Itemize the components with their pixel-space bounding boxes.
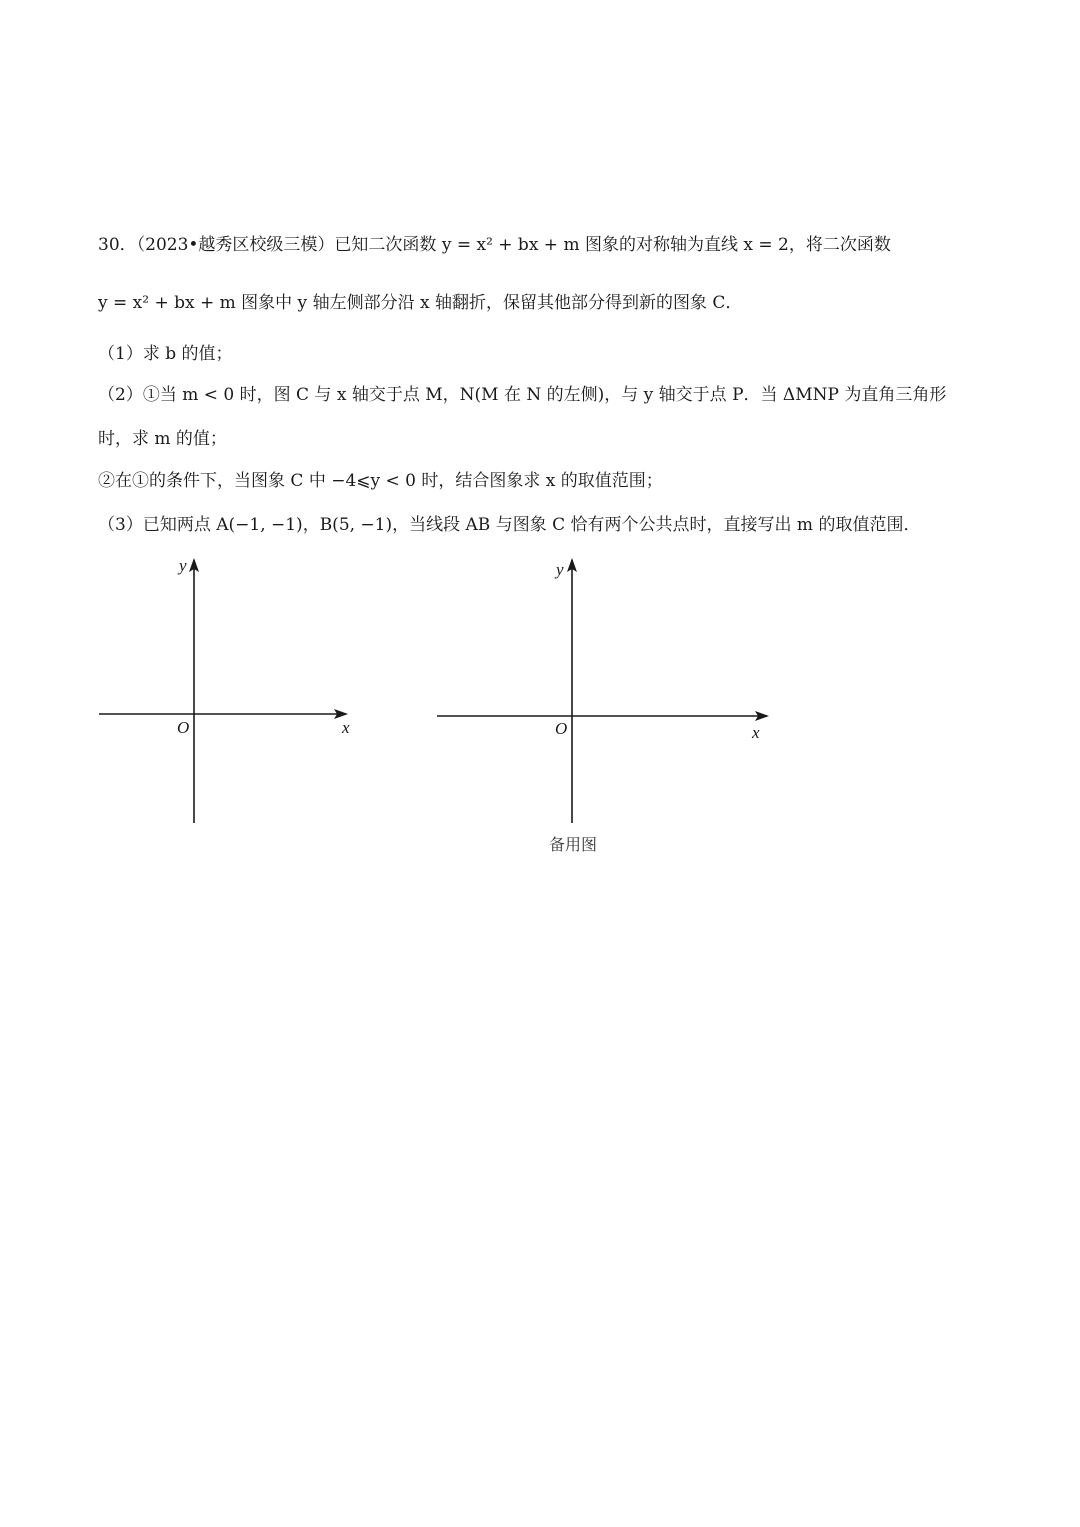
coordinate-axes-figure-1	[99, 556, 350, 823]
x-axis-label: x	[342, 718, 350, 737]
question-part-2-line-2: 时，求 m 的值；	[98, 429, 227, 449]
problem-statement-line-1: 30．（2023•越秀区校级三模）已知二次函数 y = x² + bx + m 图象的对称轴为直线 x = 2，将二次函数	[98, 235, 891, 255]
figure-caption: 备用图	[548, 835, 597, 854]
question-part-2-line-1: （2）①当 m < 0 时，图 C 与 x 轴交于点 M，N(M 在 N 的左侧)，与 y 轴交于点 P．当 ΔMNP 为直角三角形	[98, 385, 947, 405]
coordinate-axes-figure-2	[437, 560, 767, 823]
y-axis-label: y	[556, 560, 564, 579]
question-part-2-sub-2: ②在①的条件下，当图象 C 中 −4⩽y < 0 时，结合图象求 x 的取值范围；	[98, 471, 663, 491]
x-axis-label: x	[752, 723, 760, 742]
y-axis-label: y	[179, 556, 187, 575]
problem-statement-line-2: y = x² + bx + m 图象中 y 轴左侧部分沿 x 轴翻折，保留其他部分得到新的图象 C．	[98, 293, 743, 313]
question-part-1: （1）求 b 的值；	[98, 344, 233, 364]
origin-label: O	[177, 718, 190, 737]
question-part-3: （3）已知两点 A(−1, −1)，B(5, −1)，当线段 AB 与图象 C 恰有两个公共点时，直接写出 m 的取值范围．	[98, 515, 921, 535]
origin-label: O	[555, 719, 568, 738]
